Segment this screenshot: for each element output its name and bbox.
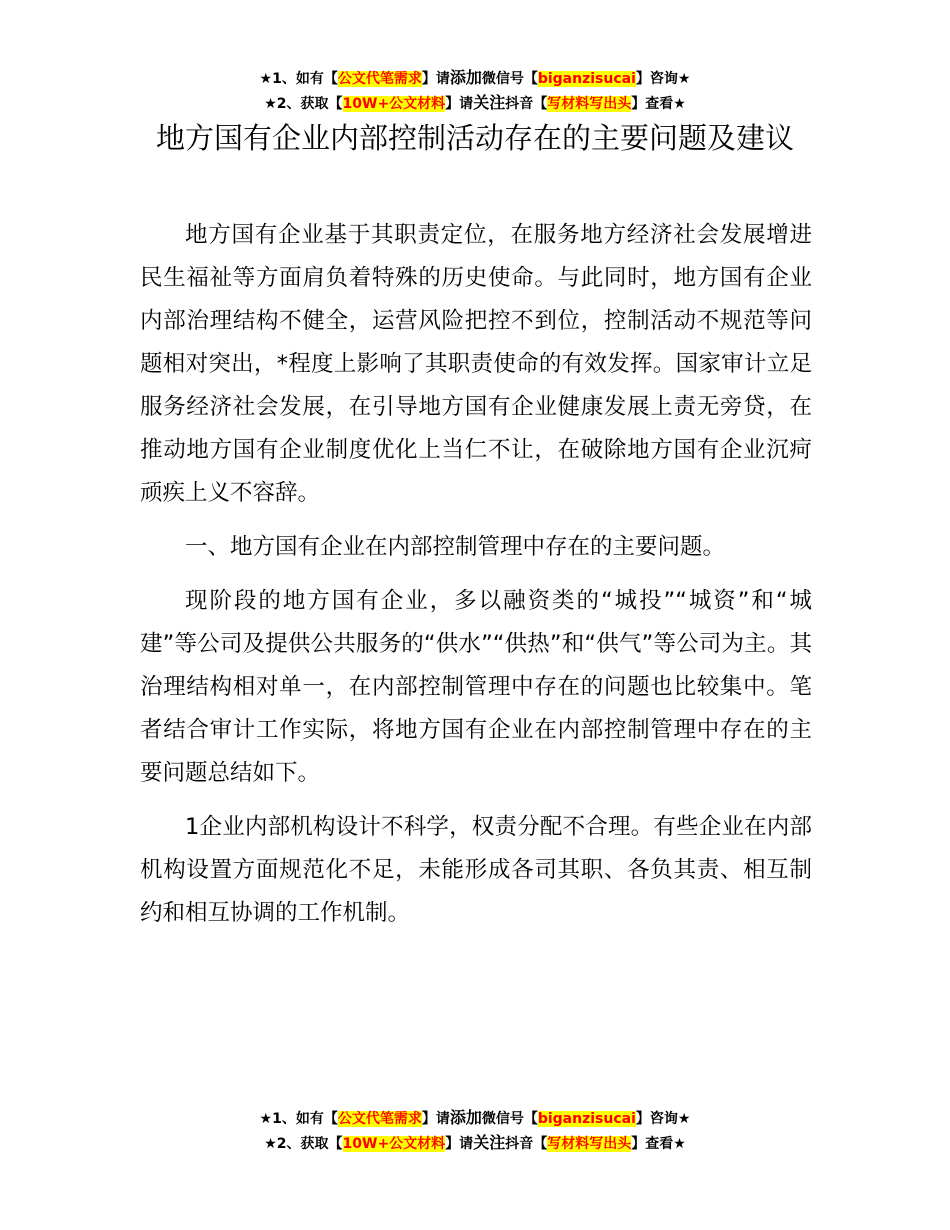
banner-line-2: [0, 91, 950, 116]
banner-emphasis: 关注: [473, 93, 506, 112]
banner-emphasis: 关注: [473, 1133, 506, 1152]
banner-line-1: [0, 66, 950, 91]
section-heading: 一、地方国有企业在内部控制管理中存在的主要问题。: [185, 534, 726, 560]
paragraph: 1企业内部机构设计不科学，权责分配不合理。有些企业在内部机构设置方面规范化不足，未能形成各司其职、各负其责、相互制约和相互协调的工作机制。: [140, 814, 812, 926]
banner-text: 】咨询★: [635, 1111, 691, 1127]
banner-text: ★1、如有【: [259, 71, 338, 87]
banner-text: 】查看★: [631, 1136, 686, 1152]
banner-text: 】咨询★: [635, 71, 691, 87]
banner-text: 】请: [421, 1111, 450, 1127]
banner-text: 抖音【: [505, 96, 548, 112]
banner-text: 微信号【: [481, 1111, 538, 1127]
banner-text: 】查看★: [631, 96, 686, 112]
document-body: [140, 214, 812, 946]
paragraph: 现阶段的地方国有企业，多以融资类的“城投”“城资”和“城建”等公司及提供公共服务的“供水”“供热”和“供气”等公司为主。其治理结构相对单一，在内部控制管理中存在的问题也比较集中。笔者结合审计工作实际，将地方国有企业在内部控制管理中存在的主要问题总结如下。: [140, 588, 812, 786]
header-banner: [0, 66, 950, 116]
banner-highlight: 10W+公文材料: [342, 1136, 446, 1152]
banner-emphasis: 添加: [449, 1108, 482, 1127]
banner-text: ★1、如有【: [259, 1111, 338, 1127]
banner-highlight: 10W+公文材料: [342, 96, 446, 112]
banner-highlight: 公文代笔需求: [337, 1111, 422, 1127]
banner-line-1: [0, 1106, 950, 1131]
banner-text: 】请: [421, 71, 450, 87]
banner-text: ★2、获取【: [264, 96, 343, 112]
banner-text: 微信号【: [481, 71, 538, 87]
banner-line-2: [0, 1131, 950, 1156]
paragraph: 地方国有企业基于其职责定位，在服务地方经济社会发展增进民生福祉等方面肩负着特殊的历史使命。与此同时，地方国有企业内部治理结构不健全，运营风险把控不到位，控制活动不规范等问题相对突出，*程度上影响了其职责使命的有效发挥。国家审计立足服务经济社会发展，在引导地方国有企业健康发展上责无旁贷，在推动地方国有企业制度优化上当仁不让，在破除地方国有企业沉疴顽疾上义不容辞。: [140, 222, 812, 506]
footer-banner: [0, 1106, 950, 1156]
banner-highlight: 写材料写出头: [547, 96, 632, 112]
banner-text: ★2、获取【: [264, 1136, 343, 1152]
banner-highlight: biganzisucai: [537, 1111, 636, 1127]
banner-text: 抖音【: [505, 1136, 548, 1152]
banner-highlight: 写材料写出头: [547, 1136, 632, 1152]
banner-text: 】请: [445, 96, 474, 112]
document-title: 地方国有企业内部控制活动存在的主要问题及建议: [155, 121, 794, 155]
banner-highlight: biganzisucai: [537, 71, 636, 87]
banner-emphasis: 添加: [449, 68, 482, 87]
banner-highlight: 公文代笔需求: [337, 71, 422, 87]
banner-text: 】请: [445, 1136, 474, 1152]
